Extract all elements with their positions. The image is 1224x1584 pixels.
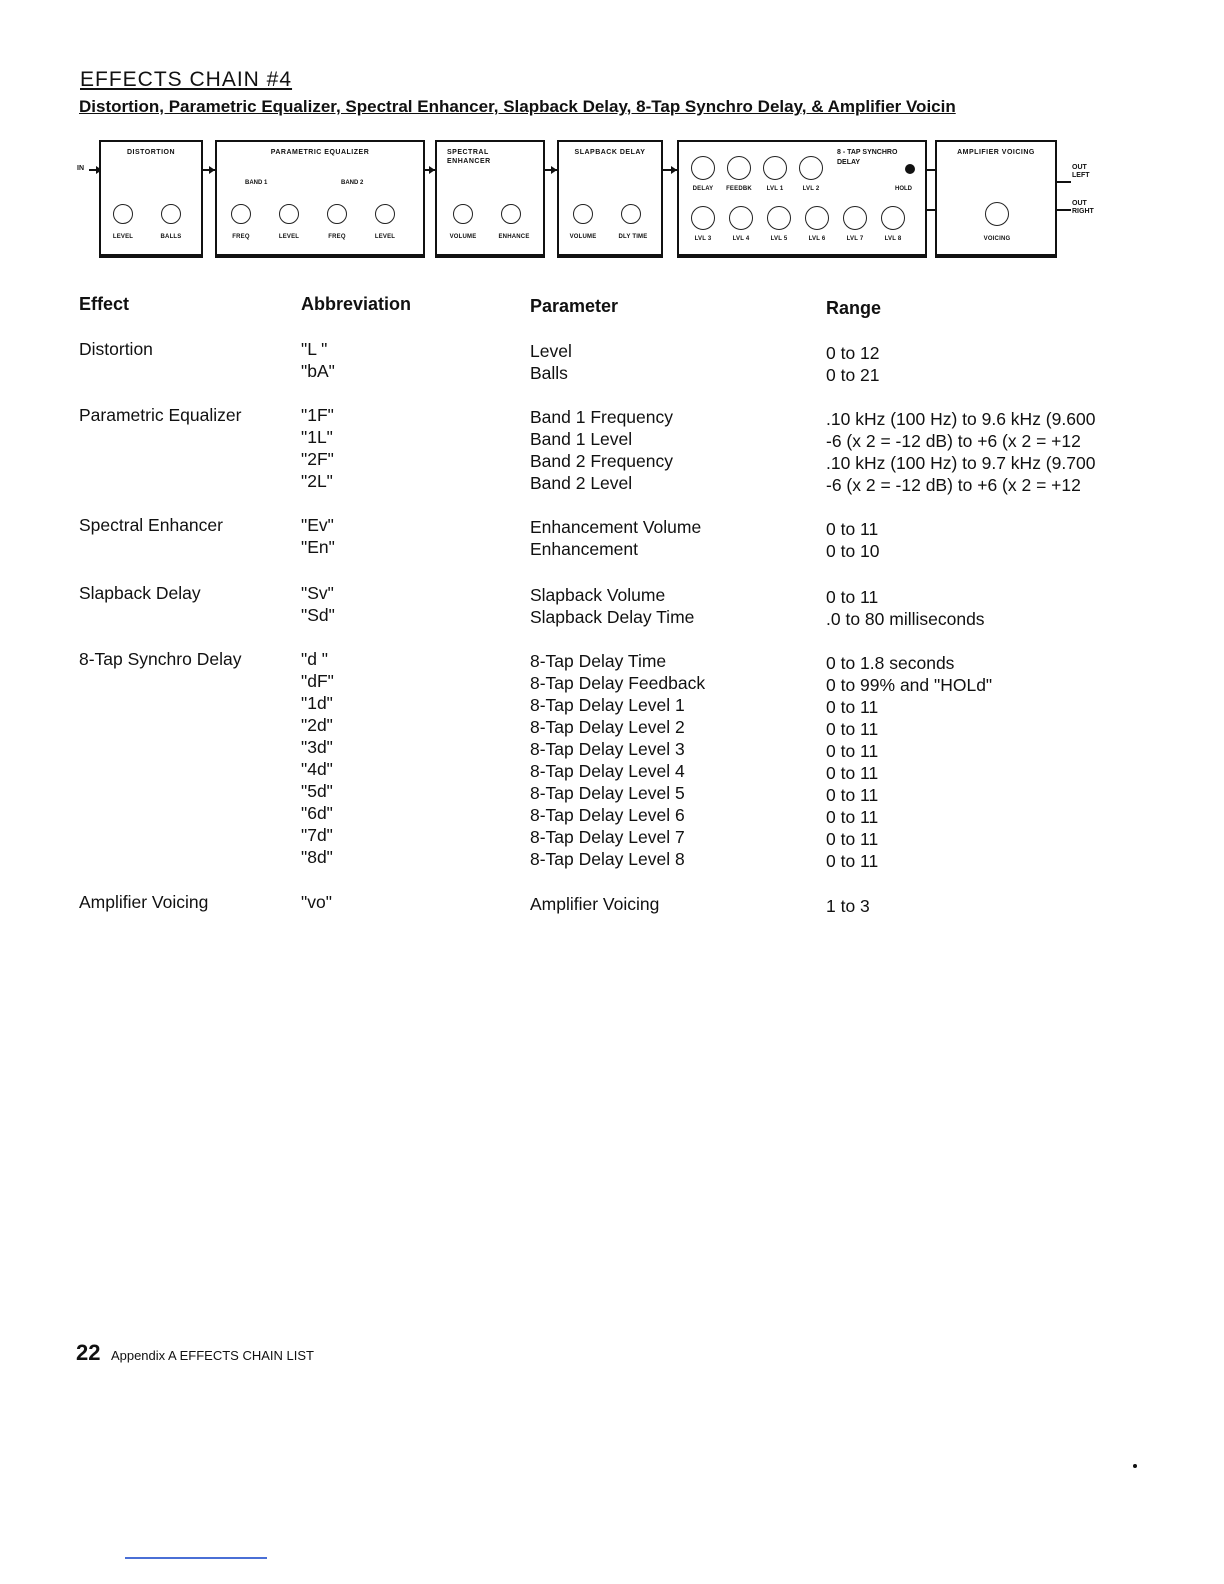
range-cell: 0 to 12 xyxy=(826,343,880,363)
header-effect: Effect xyxy=(79,294,130,314)
abbreviation-cell: "d " xyxy=(301,649,329,669)
knob-label: LEVEL xyxy=(278,234,300,240)
slapback-delay-module xyxy=(557,140,663,258)
parameter-cell: 8-Tap Delay Time xyxy=(530,651,667,671)
parameter-cell: 8-Tap Delay Level 6 xyxy=(530,805,685,825)
delay-time-knob-icon xyxy=(621,204,641,224)
knob-label: FREQ xyxy=(328,234,346,240)
header-abbreviation: Abbreviation xyxy=(301,294,412,314)
band-label: BAND 2 xyxy=(341,180,364,186)
range-cell: 0 to 10 xyxy=(826,541,880,561)
effect-name: Spectral Enhancer xyxy=(79,515,223,535)
parameter-cell: Level xyxy=(530,341,572,361)
range-cell: 0 to 11 xyxy=(826,519,879,539)
effect-name: Slapback Delay xyxy=(79,583,201,603)
abbreviation-cell: "1d" xyxy=(301,693,333,713)
range-cell: -6 (x 2 = -12 dB) to +6 (x 2 = +12 xyxy=(826,431,1081,451)
abbreviation-cell: "dF" xyxy=(301,671,334,691)
volume-knob-icon xyxy=(573,204,593,224)
abbreviation-cell: "En" xyxy=(301,537,335,557)
level-2-knob-icon xyxy=(799,156,823,180)
level-8-knob-icon xyxy=(881,206,905,230)
page-footer xyxy=(76,1340,314,1366)
knob-label: LVL 4 xyxy=(732,236,750,242)
range-cell: 0 to 11 xyxy=(826,763,879,783)
abbreviation-cell: "2d" xyxy=(301,715,333,735)
voicing-knob-icon xyxy=(985,202,1009,226)
parametric-eq-module xyxy=(215,140,425,258)
knob-label: DLY TIME xyxy=(618,234,648,240)
abbreviation-cell: "Ev" xyxy=(301,515,334,535)
delay-knob-icon xyxy=(691,156,715,180)
page-subtitle: Distortion, Parametric Equalizer, Spectral Enhancer, Slapback Delay, 8-Tap Synchro Delay, & Amplifier Voicin xyxy=(79,97,956,116)
range-cell: 0 to 11 xyxy=(826,697,879,717)
abbreviation-cell: "1L" xyxy=(301,427,333,447)
range-cell: 0 to 11 xyxy=(826,741,879,761)
abbreviation-cell: "Sd" xyxy=(301,605,335,625)
abbreviation-cell: "L " xyxy=(301,339,328,359)
knob-label: FEEDBK xyxy=(726,186,752,192)
range-cell: 0 to 99% and "HOLd" xyxy=(826,675,993,695)
out-right-label: OUT RIGHT xyxy=(1072,200,1094,215)
input-label: IN xyxy=(77,165,84,172)
parameter-cell: 8-Tap Delay Level 5 xyxy=(530,783,685,803)
knob-label: LVL 1 xyxy=(766,186,784,192)
page-title: EFFECTS CHAIN #4 xyxy=(80,68,293,91)
range-cell: 0 to 11 xyxy=(826,719,879,739)
freq-knob-icon xyxy=(231,204,251,224)
effect-name: Amplifier Voicing xyxy=(79,892,209,912)
parameter-cell: Band 1 Frequency xyxy=(530,407,674,427)
parameter-cell: Balls xyxy=(530,363,568,383)
balls-knob-icon xyxy=(161,204,181,224)
header-parameter: Parameter xyxy=(530,296,619,316)
knob-label: DELAY xyxy=(692,186,714,192)
knob-label: BALLS xyxy=(160,234,182,240)
range-cell: 0 to 11 xyxy=(826,807,879,827)
parameter-cell: 8-Tap Delay Feedback xyxy=(530,673,706,693)
hold-led-icon xyxy=(905,164,915,174)
bottom-rule xyxy=(125,1557,267,1559)
parameter-cell: Slapback Volume xyxy=(530,585,666,605)
range-cell: 0 to 1.8 seconds xyxy=(826,653,955,673)
freq-knob-icon xyxy=(327,204,347,224)
knob-label: LEVEL xyxy=(112,234,134,240)
out-left-label: OUT LEFT xyxy=(1072,164,1090,179)
feedback-knob-icon xyxy=(727,156,751,180)
connector xyxy=(927,209,935,211)
abbreviation-cell: "bA" xyxy=(301,361,335,381)
enhance-knob-icon xyxy=(501,204,521,224)
amplifier-voicing-module xyxy=(935,140,1057,258)
knob-label: LVL 2 xyxy=(802,186,820,192)
abbreviation-cell: "7d" xyxy=(301,825,333,845)
parameter-cell: Band 2 Level xyxy=(530,473,633,493)
module-title: DISTORTION xyxy=(126,149,176,156)
module-title: 8 - TAP SYNCHRO DELAY xyxy=(837,149,898,166)
knob-label: LVL 8 xyxy=(884,236,902,242)
effects-chain-diagram xyxy=(75,136,1135,264)
abbreviation-cell: "2F" xyxy=(301,449,334,469)
parameter-cell: 8-Tap Delay Level 8 xyxy=(530,849,685,869)
knob-label: VOLUME xyxy=(569,234,597,240)
abbreviation-cell: "3d" xyxy=(301,737,333,757)
parameter-cell: 8-Tap Delay Level 4 xyxy=(530,761,685,781)
range-cell: .0 to 80 milliseconds xyxy=(826,609,985,629)
level-knob-icon xyxy=(375,204,395,224)
abbreviation-cell: "8d" xyxy=(301,847,333,867)
abbreviation-cell: "6d" xyxy=(301,803,333,823)
knob-label: LVL 7 xyxy=(846,236,864,242)
effect-name: Parametric Equalizer xyxy=(79,405,242,425)
level-4-knob-icon xyxy=(729,206,753,230)
parameter-cell: 8-Tap Delay Level 3 xyxy=(530,739,685,759)
parameter-cell: Slapback Delay Time xyxy=(530,607,695,627)
range-cell: 0 to 11 xyxy=(826,851,879,871)
knob-label: LEVEL xyxy=(374,234,396,240)
parameter-cell: Band 1 Level xyxy=(530,429,633,449)
out-left-connector xyxy=(1057,181,1071,183)
stray-mark xyxy=(1133,1464,1137,1468)
distortion-module xyxy=(99,140,203,258)
level-7-knob-icon xyxy=(843,206,867,230)
range-cell: 0 to 11 xyxy=(826,829,879,849)
volume-knob-icon xyxy=(453,204,473,224)
module-title: AMPLIFIER VOICING xyxy=(957,149,1035,156)
level-6-knob-icon xyxy=(805,206,829,230)
abbreviation-cell: "vo" xyxy=(301,892,332,912)
abbreviation-cell: "5d" xyxy=(301,781,333,801)
out-right-connector xyxy=(1057,209,1071,211)
knob-label: FREQ xyxy=(232,234,250,240)
band-label: BAND 1 xyxy=(245,180,268,186)
level-5-knob-icon xyxy=(767,206,791,230)
module-title: SLAPBACK DELAY xyxy=(574,149,646,156)
knob-label: VOLUME xyxy=(449,234,477,240)
effect-name: 8-Tap Synchro Delay xyxy=(79,649,242,669)
knob-label: VOICING xyxy=(983,236,1011,242)
connector xyxy=(927,169,935,171)
parameter-cell: Band 2 Frequency xyxy=(530,451,674,471)
range-cell: .10 kHz (100 Hz) to 9.7 kHz (9.700 xyxy=(826,453,1096,473)
parameter-cell: 8-Tap Delay Level 2 xyxy=(530,717,685,737)
parameter-cell: Amplifier Voicing xyxy=(530,894,660,914)
parameter-cell: Enhancement Volume xyxy=(530,517,702,537)
synchro-delay-module xyxy=(677,140,927,258)
level-3-knob-icon xyxy=(691,206,715,230)
knob-label: LVL 3 xyxy=(694,236,712,242)
level-knob-icon xyxy=(279,204,299,224)
module-title: SPECTRAL ENHANCER xyxy=(447,149,491,165)
parameter-cell: Enhancement xyxy=(530,539,638,559)
parameter-cell: 8-Tap Delay Level 1 xyxy=(530,695,685,715)
abbreviation-cell: "4d" xyxy=(301,759,333,779)
spectral-enhancer-module xyxy=(435,140,545,258)
knob-label: LVL 6 xyxy=(808,236,826,242)
range-cell: 0 to 11 xyxy=(826,785,879,805)
header-range: Range xyxy=(826,298,882,318)
knob-label: LVL 5 xyxy=(770,236,788,242)
page-number: 22 xyxy=(76,1340,101,1365)
knob-label: ENHANCE xyxy=(498,234,530,240)
range-cell: 0 to 21 xyxy=(826,365,880,385)
parameter-cell: 8-Tap Delay Level 7 xyxy=(530,827,685,847)
range-cell: 1 to 3 xyxy=(826,896,870,916)
range-cell: 0 to 11 xyxy=(826,587,879,607)
abbreviation-cell: "1F" xyxy=(301,405,334,425)
hold-label: HOLD xyxy=(895,186,912,192)
range-cell: -6 (x 2 = -12 dB) to +6 (x 2 = +12 xyxy=(826,475,1081,495)
abbreviation-cell: "Sv" xyxy=(301,583,334,603)
footer-text: Appendix A EFFECTS CHAIN LIST xyxy=(110,1348,314,1363)
level-knob-icon xyxy=(113,204,133,224)
level-1-knob-icon xyxy=(763,156,787,180)
effect-name: Distortion xyxy=(79,339,153,359)
abbreviation-cell: "2L" xyxy=(301,471,333,491)
range-cell: .10 kHz (100 Hz) to 9.6 kHz (9.600 xyxy=(826,409,1096,429)
module-title: PARAMETRIC EQUALIZER xyxy=(270,149,370,156)
